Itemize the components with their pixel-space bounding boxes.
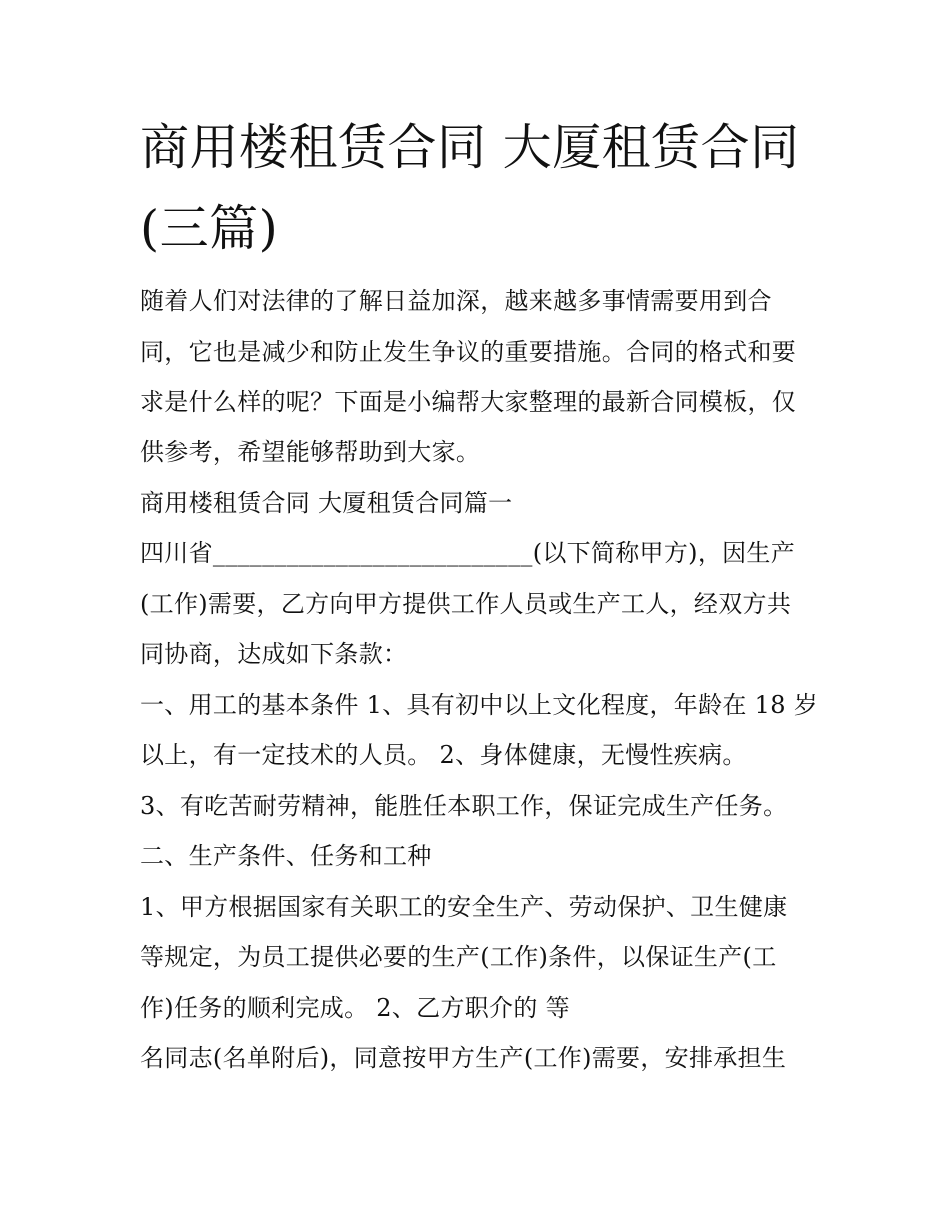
contract-line: (工作)需要，乙方向甲方提供工作人员或生产工人，经双方共 (140, 590, 792, 618)
intro-line-1: 随着人们对法律的了解日益加深，越来越多事情需要用到合 (140, 287, 772, 315)
contract-line: 同协商，达成如下条款： (140, 640, 408, 668)
document-title-line-1: 商用楼租赁合同 大厦租赁合同 (140, 119, 800, 176)
document-title-line-2: (三篇) (140, 200, 279, 257)
clause-line: 1、甲方根据国家有关职工的安全生产、劳动保护、卫生健康 (140, 893, 788, 921)
intro-line-4: 供参考，希望能够帮助到大家。 (140, 438, 481, 466)
clause-line: 3、有吃苦耐劳精神，能胜任本职工作，保证完成生产任务。 (140, 792, 788, 820)
clause-line: 作)任务的顺利完成。 2、乙方职介的 等 (140, 994, 570, 1022)
intro-line-2: 同，它也是减少和防止发生争议的重要措施。合同的格式和要 (140, 338, 797, 366)
intro-line-3: 求是什么样的呢？下面是小编帮大家整理的最新合同模板，仅 (140, 388, 797, 416)
clause-line: 名同志(名单附后)，同意按甲方生产(工作)需要，安排承担生 (140, 1044, 787, 1072)
clause-line: 以上，有一定技术的人员。 2、身体健康，无慢性疾病。 (140, 741, 747, 769)
contract-line: 四川省__________________________(以下简称甲方)，因生产 (140, 539, 796, 567)
clause-line: 等规定，为员工提供必要的生产(工作)条件，以保证生产(工 (140, 943, 777, 971)
section-heading: 商用楼租赁合同 大厦租赁合同篇一 (140, 489, 513, 517)
clause-line: 一、用工的基本条件 1、具有初中以上文化程度，年龄在 18 岁 (140, 691, 818, 719)
clause-heading: 二、生产条件、任务和工种 (140, 842, 432, 870)
